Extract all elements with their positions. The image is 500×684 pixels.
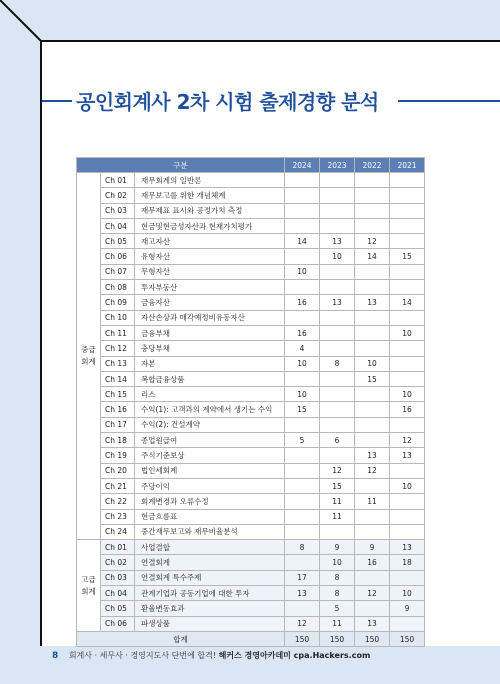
score-cell — [285, 601, 320, 616]
score-cell: 10 — [285, 264, 320, 279]
header-year: 2022 — [355, 158, 390, 173]
table-row — [77, 402, 425, 417]
score-cell — [320, 387, 355, 402]
score-cell: 12 — [390, 433, 425, 448]
chapter-number: Ch 20 — [101, 463, 135, 478]
chapter-topic: 현금및현금성자산과 현재가치평가 — [135, 218, 285, 233]
score-cell: 13 — [320, 295, 355, 310]
table-row — [77, 616, 425, 631]
score-cell — [320, 188, 355, 203]
group-label: 고급 회계 — [77, 540, 101, 632]
score-cell — [355, 173, 390, 188]
score-cell — [320, 280, 355, 295]
chapter-topic: 종업원급여 — [135, 433, 285, 448]
score-cell — [355, 417, 390, 432]
chapter-number: Ch 02 — [101, 188, 135, 203]
score-cell — [320, 218, 355, 233]
title-rule-right — [398, 100, 500, 102]
score-cell — [285, 555, 320, 570]
score-cell — [355, 218, 390, 233]
table-row — [77, 478, 425, 493]
score-cell — [320, 310, 355, 325]
total-cell: 150 — [285, 631, 320, 646]
table-row — [77, 524, 425, 539]
score-cell: 13 — [355, 448, 390, 463]
table-row — [77, 387, 425, 402]
chapter-topic: 재무보고를 위한 개념체계 — [135, 188, 285, 203]
score-cell — [355, 601, 390, 616]
chapter-number: Ch 22 — [101, 494, 135, 509]
table-row — [77, 494, 425, 509]
chapter-topic: 중간재무보고와 재무비율분석 — [135, 524, 285, 539]
score-cell — [390, 280, 425, 295]
table-row — [77, 540, 425, 555]
score-cell — [285, 463, 320, 478]
score-cell: 14 — [390, 295, 425, 310]
chapter-number: Ch 03 — [101, 203, 135, 218]
score-cell — [390, 234, 425, 249]
table-row — [77, 325, 425, 340]
chapter-number: Ch 10 — [101, 310, 135, 325]
score-cell — [390, 218, 425, 233]
table-row — [77, 341, 425, 356]
score-cell — [390, 264, 425, 279]
chapter-number: Ch 08 — [101, 280, 135, 295]
chapter-number: Ch 04 — [101, 586, 135, 601]
score-cell — [390, 417, 425, 432]
table-row — [77, 555, 425, 570]
chapter-topic: 현금흐름표 — [135, 509, 285, 524]
score-cell: 13 — [355, 295, 390, 310]
chapter-topic: 금융부채 — [135, 325, 285, 340]
table-row — [77, 188, 425, 203]
score-cell: 18 — [390, 555, 425, 570]
table-row — [77, 295, 425, 310]
table-row — [77, 203, 425, 218]
score-cell: 10 — [285, 387, 320, 402]
table-row — [77, 249, 425, 264]
score-cell: 6 — [320, 433, 355, 448]
score-cell — [355, 524, 390, 539]
table-row — [77, 448, 425, 463]
chapter-number: Ch 01 — [101, 540, 135, 555]
score-cell — [285, 203, 320, 218]
score-cell: 8 — [320, 570, 355, 585]
chapter-topic: 수익(2): 건설계약 — [135, 417, 285, 432]
table-row — [77, 463, 425, 478]
score-cell — [355, 478, 390, 493]
score-cell: 15 — [390, 249, 425, 264]
table-row — [77, 509, 425, 524]
table-row — [77, 601, 425, 616]
score-cell — [355, 387, 390, 402]
chapter-topic: 자본 — [135, 356, 285, 371]
chapter-number: Ch 06 — [101, 616, 135, 631]
chapter-number: Ch 03 — [101, 570, 135, 585]
score-cell: 10 — [390, 586, 425, 601]
score-cell: 11 — [320, 616, 355, 631]
chapter-number: Ch 18 — [101, 433, 135, 448]
score-cell — [320, 264, 355, 279]
footer-brand: 해커스 경영아카데미 cpa.Hackers.com — [218, 651, 371, 660]
table-row — [77, 218, 425, 233]
score-cell — [285, 417, 320, 432]
score-cell — [355, 188, 390, 203]
score-cell — [320, 524, 355, 539]
score-cell: 16 — [355, 555, 390, 570]
score-cell — [285, 509, 320, 524]
score-cell — [355, 509, 390, 524]
chapter-number: Ch 23 — [101, 509, 135, 524]
score-cell — [320, 371, 355, 386]
chapter-topic: 파생상품 — [135, 616, 285, 631]
score-cell — [355, 325, 390, 340]
chapter-topic: 복합금융상품 — [135, 371, 285, 386]
chapter-number: Ch 02 — [101, 555, 135, 570]
chapter-topic: 연결회계 특수주제 — [135, 570, 285, 585]
table-row — [77, 371, 425, 386]
score-cell: 12 — [320, 463, 355, 478]
score-cell: 13 — [285, 586, 320, 601]
score-cell: 9 — [390, 601, 425, 616]
chapter-number: Ch 14 — [101, 371, 135, 386]
total-cell: 150 — [390, 631, 425, 646]
exam-trend-table — [76, 157, 425, 647]
total-cell: 150 — [320, 631, 355, 646]
score-cell: 10 — [320, 249, 355, 264]
score-cell — [355, 280, 390, 295]
header-year: 2024 — [285, 158, 320, 173]
score-cell: 4 — [285, 341, 320, 356]
page-number: 8 — [52, 651, 59, 661]
chapter-number: Ch 05 — [101, 234, 135, 249]
chapter-topic: 투자부동산 — [135, 280, 285, 295]
chapter-topic: 재무회계의 일반론 — [135, 173, 285, 188]
score-cell: 12 — [355, 463, 390, 478]
chapter-number: Ch 13 — [101, 356, 135, 371]
score-cell — [390, 356, 425, 371]
chapter-number: Ch 21 — [101, 478, 135, 493]
score-cell — [390, 310, 425, 325]
table-row — [77, 433, 425, 448]
chapter-number: Ch 16 — [101, 402, 135, 417]
score-cell — [320, 325, 355, 340]
table-row — [77, 356, 425, 371]
score-cell: 13 — [320, 234, 355, 249]
header-year: 2023 — [320, 158, 355, 173]
table-row — [77, 417, 425, 432]
score-cell: 8 — [285, 540, 320, 555]
score-cell: 17 — [285, 570, 320, 585]
score-cell — [285, 371, 320, 386]
chapter-number: Ch 12 — [101, 341, 135, 356]
footer-text: 회계사 · 세무사 · 경영지도사 단번에 합격! — [68, 651, 217, 660]
chapter-number: Ch 07 — [101, 264, 135, 279]
chapter-number: Ch 06 — [101, 249, 135, 264]
score-cell — [355, 570, 390, 585]
chapter-topic: 관계기업과 공동기업에 대한 투자 — [135, 586, 285, 601]
chapter-number: Ch 24 — [101, 524, 135, 539]
score-cell: 11 — [320, 494, 355, 509]
chapter-number: Ch 05 — [101, 601, 135, 616]
score-cell: 13 — [390, 448, 425, 463]
score-cell: 10 — [390, 387, 425, 402]
chapter-topic: 무형자산 — [135, 264, 285, 279]
score-cell: 16 — [390, 402, 425, 417]
table-row — [77, 264, 425, 279]
group-label: 중급 회계 — [77, 173, 101, 540]
score-cell: 12 — [355, 234, 390, 249]
chapter-topic: 자산손상과 매각예정비유동자산 — [135, 310, 285, 325]
score-cell — [390, 509, 425, 524]
score-cell — [390, 463, 425, 478]
score-cell: 13 — [355, 616, 390, 631]
score-cell — [390, 173, 425, 188]
chapter-number: Ch 11 — [101, 325, 135, 340]
score-cell — [355, 203, 390, 218]
score-cell: 11 — [355, 494, 390, 509]
chapter-topic: 회계변경과 오류수정 — [135, 494, 285, 509]
chapter-number: Ch 19 — [101, 448, 135, 463]
score-cell — [285, 494, 320, 509]
score-cell: 11 — [320, 509, 355, 524]
chapter-topic: 환율변동효과 — [135, 601, 285, 616]
score-cell: 12 — [285, 616, 320, 631]
score-cell — [355, 433, 390, 448]
score-cell — [390, 570, 425, 585]
score-cell — [320, 341, 355, 356]
score-cell: 9 — [320, 540, 355, 555]
score-cell: 10 — [390, 478, 425, 493]
chapter-topic: 법인세회계 — [135, 463, 285, 478]
score-cell: 15 — [355, 371, 390, 386]
score-cell — [320, 402, 355, 417]
score-cell — [320, 448, 355, 463]
score-cell — [285, 249, 320, 264]
chapter-topic: 리스 — [135, 387, 285, 402]
score-cell: 10 — [285, 356, 320, 371]
score-cell: 10 — [320, 555, 355, 570]
score-cell — [285, 280, 320, 295]
table-header-row — [77, 158, 425, 173]
corner-decoration — [0, 0, 60, 60]
score-cell — [285, 478, 320, 493]
chapter-topic: 주당이익 — [135, 478, 285, 493]
total-label: 합계 — [77, 631, 285, 646]
chapter-number: Ch 04 — [101, 218, 135, 233]
score-cell: 8 — [320, 586, 355, 601]
score-cell — [390, 616, 425, 631]
score-cell — [355, 402, 390, 417]
score-cell — [390, 494, 425, 509]
score-cell: 8 — [320, 356, 355, 371]
page-title: 공인회계사 2차 시험 출제경향 분석 — [76, 90, 379, 114]
score-cell — [320, 417, 355, 432]
table-row — [77, 586, 425, 601]
header-year: 2021 — [390, 158, 425, 173]
table-row — [77, 570, 425, 585]
page-footer — [52, 650, 370, 661]
score-cell — [390, 524, 425, 539]
chapter-topic: 주식기준보상 — [135, 448, 285, 463]
score-cell — [390, 188, 425, 203]
title-rule-left — [42, 100, 72, 102]
score-cell — [285, 524, 320, 539]
score-cell: 15 — [285, 402, 320, 417]
score-cell: 5 — [285, 433, 320, 448]
score-cell: 5 — [320, 601, 355, 616]
chapter-number: Ch 01 — [101, 173, 135, 188]
chapter-topic: 금융자산 — [135, 295, 285, 310]
chapter-topic: 재고자산 — [135, 234, 285, 249]
chapter-topic: 충당부채 — [135, 341, 285, 356]
score-cell: 10 — [390, 325, 425, 340]
score-cell: 9 — [355, 540, 390, 555]
score-cell — [390, 371, 425, 386]
table-row — [77, 310, 425, 325]
header-category: 구분 — [77, 158, 285, 173]
score-cell — [285, 310, 320, 325]
score-cell — [285, 173, 320, 188]
score-cell — [390, 203, 425, 218]
total-row — [77, 631, 425, 646]
chapter-topic: 사업결합 — [135, 540, 285, 555]
total-cell: 150 — [355, 631, 390, 646]
score-cell: 14 — [355, 249, 390, 264]
table-row — [77, 280, 425, 295]
chapter-topic: 재무제표 표시와 공정가치 측정 — [135, 203, 285, 218]
chapter-number: Ch 17 — [101, 417, 135, 432]
chapter-topic: 유형자산 — [135, 249, 285, 264]
chapter-number: Ch 09 — [101, 295, 135, 310]
score-cell — [355, 310, 390, 325]
score-cell — [320, 203, 355, 218]
chapter-topic: 연결회계 — [135, 555, 285, 570]
score-cell — [285, 448, 320, 463]
score-cell — [285, 188, 320, 203]
score-cell: 12 — [355, 586, 390, 601]
score-cell: 14 — [285, 234, 320, 249]
score-cell — [320, 173, 355, 188]
chapter-topic: 수익(1): 고객과의 계약에서 생기는 수익 — [135, 402, 285, 417]
table-row — [77, 173, 425, 188]
score-cell: 16 — [285, 325, 320, 340]
score-cell: 13 — [390, 540, 425, 555]
score-cell — [355, 264, 390, 279]
chapter-number: Ch 15 — [101, 387, 135, 402]
table-row — [77, 234, 425, 249]
score-cell: 10 — [355, 356, 390, 371]
score-cell — [390, 341, 425, 356]
score-cell — [355, 341, 390, 356]
score-cell: 15 — [320, 478, 355, 493]
score-cell: 16 — [285, 295, 320, 310]
score-cell — [285, 218, 320, 233]
